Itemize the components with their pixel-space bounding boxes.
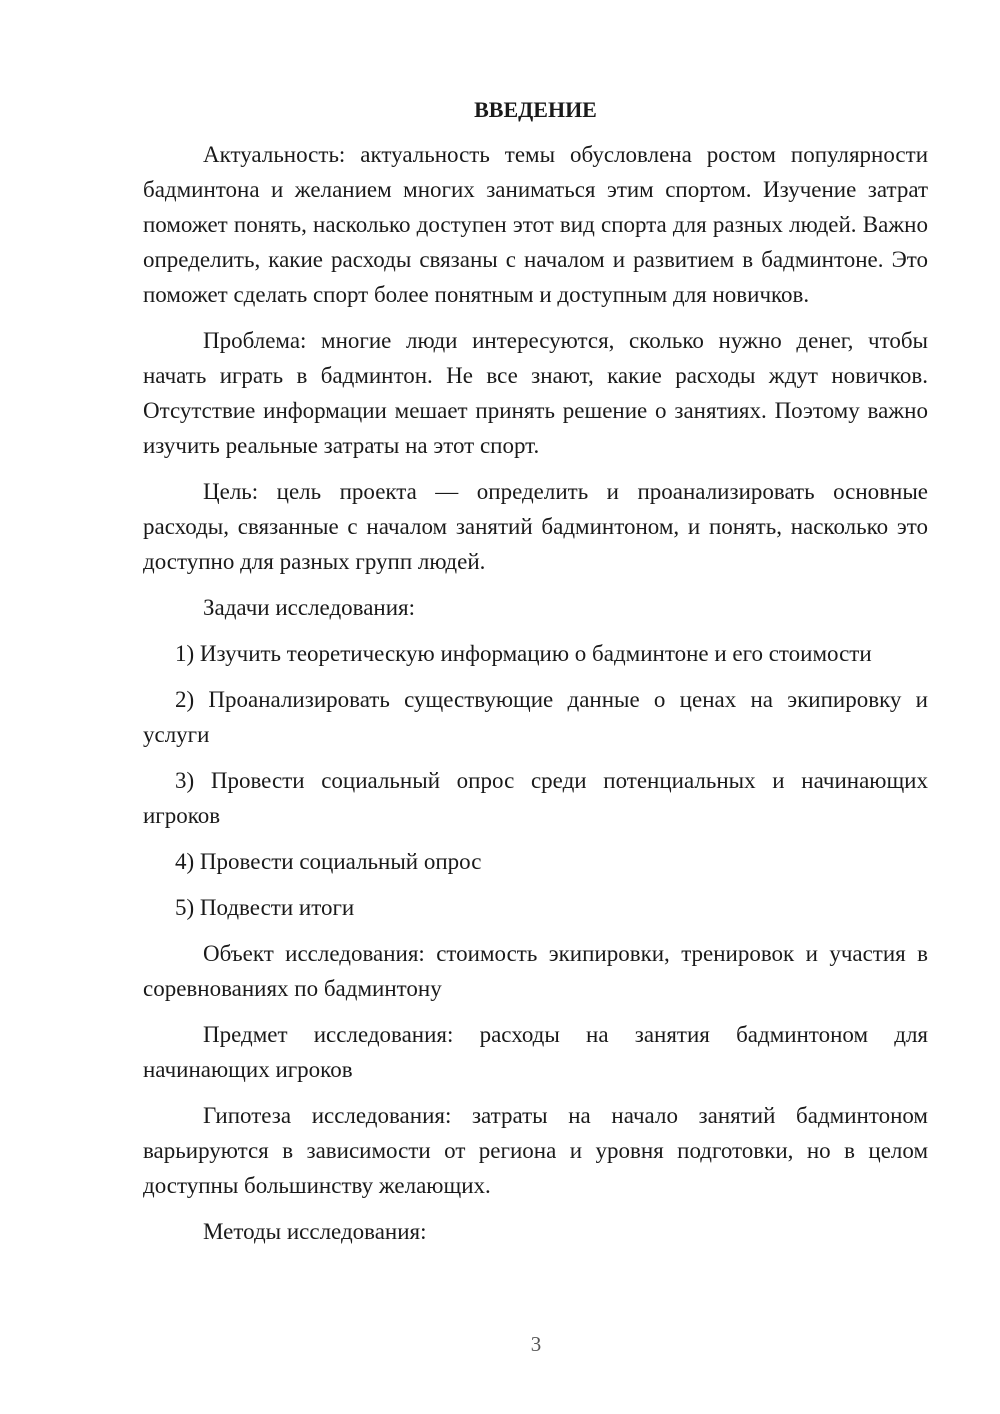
hypothesis-paragraph: Гипотеза исследования: затраты на начало занятий бадминтоном варьируются в зависимости от региона и уровня подготовки, но в целом доступны большинству желающих. [143, 1103, 928, 1198]
object-paragraph: Объект исследования: стоимость экипировки, тренировок и участия в соревнованиях по бадминтону [143, 941, 928, 1001]
subject-paragraph: Предмет исследования: расходы на занятия бадминтоном для начинающих игроков [143, 1022, 928, 1082]
methods-heading: Методы исследования: [203, 1219, 427, 1244]
section-title: ВВЕДЕНИЕ [474, 97, 597, 122]
relevance-paragraph: Актуальность: актуальность темы обусловлена ростом популярности бадминтона и желанием многих заниматься этим спортом. Изучение затрат поможет понять, насколько доступен этот вид спорта для разных людей. Важно определить, какие расходы связаны с началом и развитием в бадминтоне. Это поможет сделать спорт более понятным и доступным для новичков. [143, 142, 928, 307]
page-content [143, 95, 928, 1260]
task-item: 3) Провести социальный опрос среди потенциальных и начинающих игроков [143, 768, 928, 828]
goal-paragraph: Цель: цель проекта — определить и проанализировать основные расходы, связанные с началом занятий бадминтоном, и понять, насколько это доступно для разных групп людей. [143, 479, 928, 574]
tasks-heading: Задачи исследования: [203, 595, 416, 620]
task-item: 5) Подвести итоги [175, 895, 355, 920]
task-item: 1) Изучить теоретическую информацию о бадминтоне и его стоимости [175, 641, 872, 666]
task-item: 4) Провести социальный опрос [175, 849, 482, 874]
problem-paragraph: Проблема: многие люди интересуются, сколько нужно денег, чтобы начать играть в бадминтон. Не все знают, какие расходы ждут новичков. Отсутствие информации мешает принять решение о занятиях. Поэтому важно изучить реальные затраты на этот спорт. [143, 328, 928, 458]
task-item: 2) Проанализировать существующие данные о ценах на экипировку и услуги [143, 687, 928, 747]
page-number: 3 [530, 1332, 542, 1356]
